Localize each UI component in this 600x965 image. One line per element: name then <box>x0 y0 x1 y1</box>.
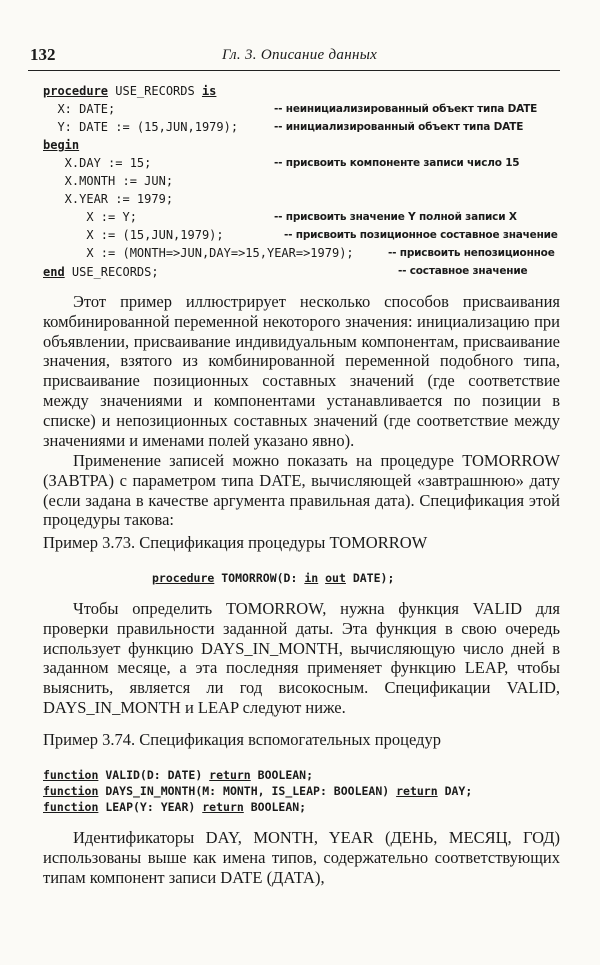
keyword: return <box>396 784 438 798</box>
code-text: BOOLEAN; <box>250 768 314 782</box>
code-text: LEAP(Y: YEAR) <box>98 800 203 814</box>
code-text: DAY; <box>437 784 473 798</box>
paragraph-text: Применение записей можно показать на процедуре TOMORROW (ЗАВТРА) с параметром типа DATE, вычисляющей «завтрашнюю» дату (если задана в качестве аргумента правильная дата). Спецификация этой процедуры такова: <box>43 451 560 530</box>
paragraph-text: Чтобы определить TOMORROW, нужна функция VALID для проверки правильности заданной даты. Эта функция в свою очередь использует функцию DAYS_IN_MONTH, вычисляющую число дней в заданном месяце, а эта последняя применяет функцию LEAP, чтобы выяснить, является ли год високосным. Спецификации VALID, DAYS_IN_MONTH и LEAP следуют ниже. <box>43 599 560 717</box>
paragraph-text: Этот пример иллюстрирует несколько способов присваивания комбинированной переменной некоторого значения: инициализацию при объявлении, присваивание индивидуальным компонентам, присваивание значения, взятого из комбинированной переменной подобного типа, присваивание позиционных составных значений (где соответствие между значениями и компонентами устанавливается по позиции в списке) и непозиционных составных значений (где соответствие между значениями и именами полей указано явно). <box>43 292 560 450</box>
keyword: end <box>43 265 65 279</box>
code-comment: -- присвоить компоненте записи число 15 <box>274 157 520 169</box>
example-caption: Пример 3.73. Спецификация процедуры TOMORROW <box>43 533 428 552</box>
code-text: DATE); <box>345 571 395 585</box>
keyword: begin <box>43 138 80 152</box>
keyword: return <box>202 800 244 814</box>
header-rule <box>28 70 560 71</box>
code-line: X := Y; <box>43 210 137 224</box>
code-comment: -- присвоить значение Y полной записи X <box>274 211 517 223</box>
code-text: TOMORROW(D: <box>214 571 305 585</box>
code-text: USE_RECORDS <box>108 84 202 98</box>
function-signature <box>43 768 313 782</box>
code-line: X := (MONTH=>JUN,DAY=>15,YEAR=>1979); <box>43 246 354 260</box>
paragraph-text: Идентификаторы DAY, MONTH, YEAR (ДЕНЬ, МЕСЯЦ, ГОД) использованы выше как имена типов, содержательно соответствующих типам компонент записи DATE (ДАТА), <box>43 828 560 887</box>
function-signature <box>43 784 472 798</box>
code-text: USE_RECORDS; <box>64 265 159 279</box>
keyword: procedure <box>43 84 109 98</box>
code-line: X.DAY := 15; <box>43 156 152 170</box>
procedure-signature <box>152 571 394 585</box>
code-line <box>43 138 79 152</box>
keyword: function <box>43 768 99 782</box>
keyword: function <box>43 800 99 814</box>
code-text: VALID(D: DATE) <box>98 768 210 782</box>
paragraph <box>43 828 560 887</box>
code-text: BOOLEAN; <box>243 800 307 814</box>
code-line: X: DATE; <box>43 102 116 116</box>
code-comment: -- составное значение <box>398 265 528 277</box>
code-line: X := (15,JUN,1979); <box>43 228 224 242</box>
keyword: procedure <box>152 571 215 585</box>
page-number: 132 <box>30 45 56 64</box>
code-line: Y: DATE := (15,JUN,1979); <box>43 120 239 134</box>
keyword: function <box>43 784 99 798</box>
function-signature <box>43 800 306 814</box>
keyword: return <box>209 768 251 782</box>
keyword: is <box>201 84 217 98</box>
code-comment: -- присвоить непозиционное <box>388 247 555 259</box>
paragraph <box>43 292 560 450</box>
code-comment: -- присвоить позиционное составное значение <box>284 229 558 241</box>
paragraph <box>43 599 560 718</box>
code-text: DAYS_IN_MONTH(M: MONTH, IS_LEAP: BOOLEAN) <box>98 784 397 798</box>
paragraph <box>43 451 560 530</box>
code-line: X.MONTH := JUN; <box>43 174 174 188</box>
running-title: Гл. 3. Описание данных <box>222 47 378 63</box>
code-line <box>43 265 159 279</box>
code-line: X.YEAR := 1979; <box>43 192 174 206</box>
keyword: in <box>304 571 319 585</box>
code-line <box>43 84 216 98</box>
code-comment: -- неинициализированный объект типа DATE <box>274 103 538 115</box>
code-comment: -- инициализированный объект типа DATE <box>274 121 524 133</box>
keyword: out <box>325 571 346 585</box>
example-caption: Пример 3.74. Спецификация вспомогательных процедур <box>43 730 441 749</box>
